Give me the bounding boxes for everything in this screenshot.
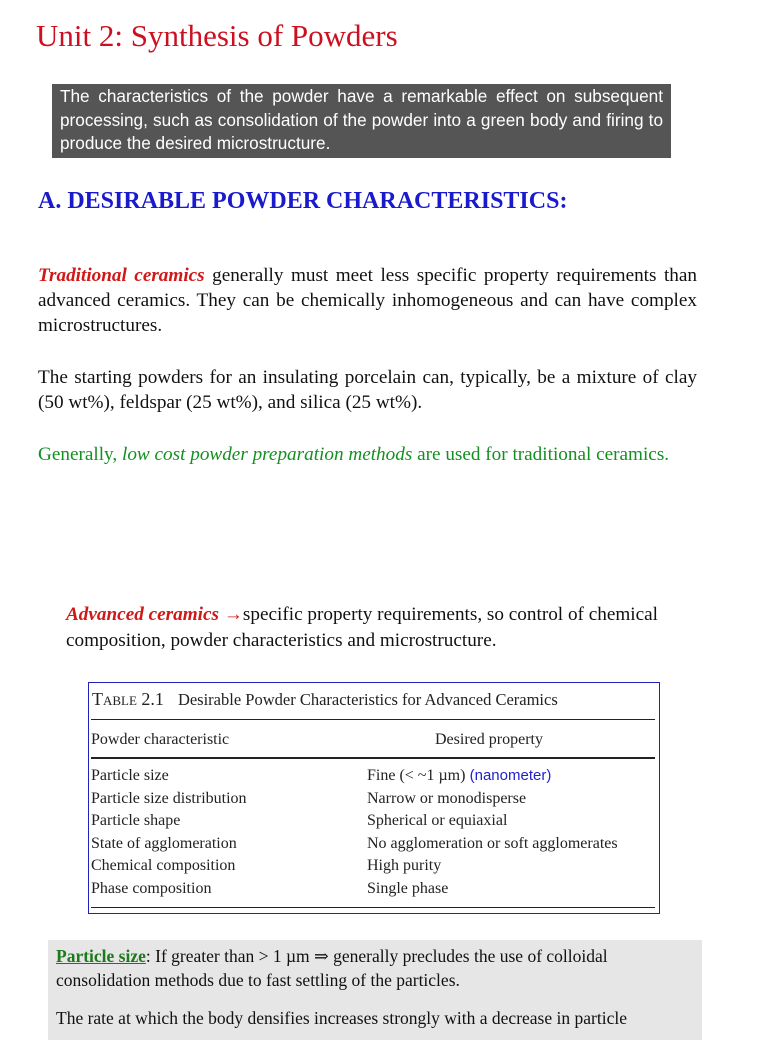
property-cell	[367, 880, 657, 903]
table-label: Table 2.1	[92, 689, 164, 709]
table-caption	[92, 689, 558, 710]
table-caption-text: Desirable Powder Characteristics for Advanced Ceramics	[177, 690, 558, 709]
advanced-ceramics-term: Advanced ceramics	[66, 604, 219, 625]
particle-size-note	[48, 940, 702, 1040]
characteristic-cell: State of agglomeration	[91, 834, 237, 852]
property-text: Spherical or equiaxial	[367, 812, 508, 830]
table-header-property: Desired property	[435, 731, 543, 748]
table-header-characteristic: Powder characteristic	[91, 731, 230, 748]
section-heading: A. DESIRABLE POWDER CHARACTERISTICS:	[38, 188, 568, 214]
low-cost-lead: Generally,	[38, 444, 122, 465]
table-top-rule	[91, 719, 655, 720]
table-body	[91, 767, 657, 903]
table-row	[91, 835, 657, 858]
page-title: Unit 2: Synthesis of Powders	[36, 18, 398, 53]
particle-size-body: : If greater than > 1 µm ⇒ generally precludes the use of colloidal consolidation methods due to fast settling of the particles.	[56, 946, 608, 990]
particle-size-text	[56, 944, 694, 992]
property-cell	[367, 857, 657, 880]
property-text: Single phase	[367, 879, 449, 897]
traditional-ceramics-term: Traditional ceramics	[38, 265, 205, 286]
property-cell	[367, 812, 657, 835]
porcelain-paragraph: The starting powders for an insulating porcelain can, typically, be a mixture of clay (50 wt%), feldspar (25 wt%), and silica (25 wt%).	[38, 367, 697, 413]
low-cost-paragraph	[38, 442, 697, 467]
property-text: Fine (< ~1 µm)	[367, 767, 466, 784]
low-cost-tail: are used for traditional ceramics.	[412, 444, 670, 465]
densification-text: The rate at which the body densifies increases strongly with a decrease in particle	[56, 1008, 627, 1028]
characteristic-cell: Phase composition	[91, 879, 212, 897]
table-header-rule	[91, 757, 655, 759]
right-arrow-icon: →	[218, 604, 243, 625]
powder-characteristics-table	[88, 682, 660, 914]
property-cell	[367, 835, 657, 858]
traditional-ceramics-text: generally must meet less specific property requirements than advanced ceramics. They can be chemically inhomogeneous and can have complex microstructures.	[38, 265, 697, 336]
characteristic-cell: Particle size	[91, 767, 169, 784]
characteristic-cell: Particle shape	[91, 812, 181, 830]
traditional-ceramics-paragraph	[38, 263, 697, 338]
nanometer-note: (nanometer)	[465, 767, 552, 784]
advanced-ceramics-paragraph	[66, 602, 686, 654]
table-row	[91, 767, 657, 790]
property-text: No agglomeration or soft agglomerates	[367, 834, 618, 852]
intro-callout: The characteristics of the powder have a remarkable effect on subsequent processing, such as consolidation of the powder into a green body and firing to produce the desired microstructure.	[52, 84, 671, 158]
characteristic-cell: Chemical composition	[91, 857, 236, 875]
table-row	[91, 790, 657, 813]
table-row	[91, 880, 657, 903]
property-text: Narrow or monodisperse	[367, 789, 527, 807]
table-bottom-rule	[91, 907, 655, 908]
advanced-ceramics-text: specific property requirements, so control of chemical composition, powder characteristics and microstructure.	[66, 604, 658, 651]
table-row	[91, 857, 657, 880]
property-text: High purity	[367, 857, 442, 875]
particle-size-label: Particle size	[56, 946, 146, 966]
property-cell	[367, 767, 657, 790]
property-cell	[367, 790, 657, 813]
low-cost-emphasis: low cost powder preparation methods	[122, 444, 413, 465]
table-row	[91, 812, 657, 835]
characteristic-cell: Particle size distribution	[91, 789, 247, 807]
